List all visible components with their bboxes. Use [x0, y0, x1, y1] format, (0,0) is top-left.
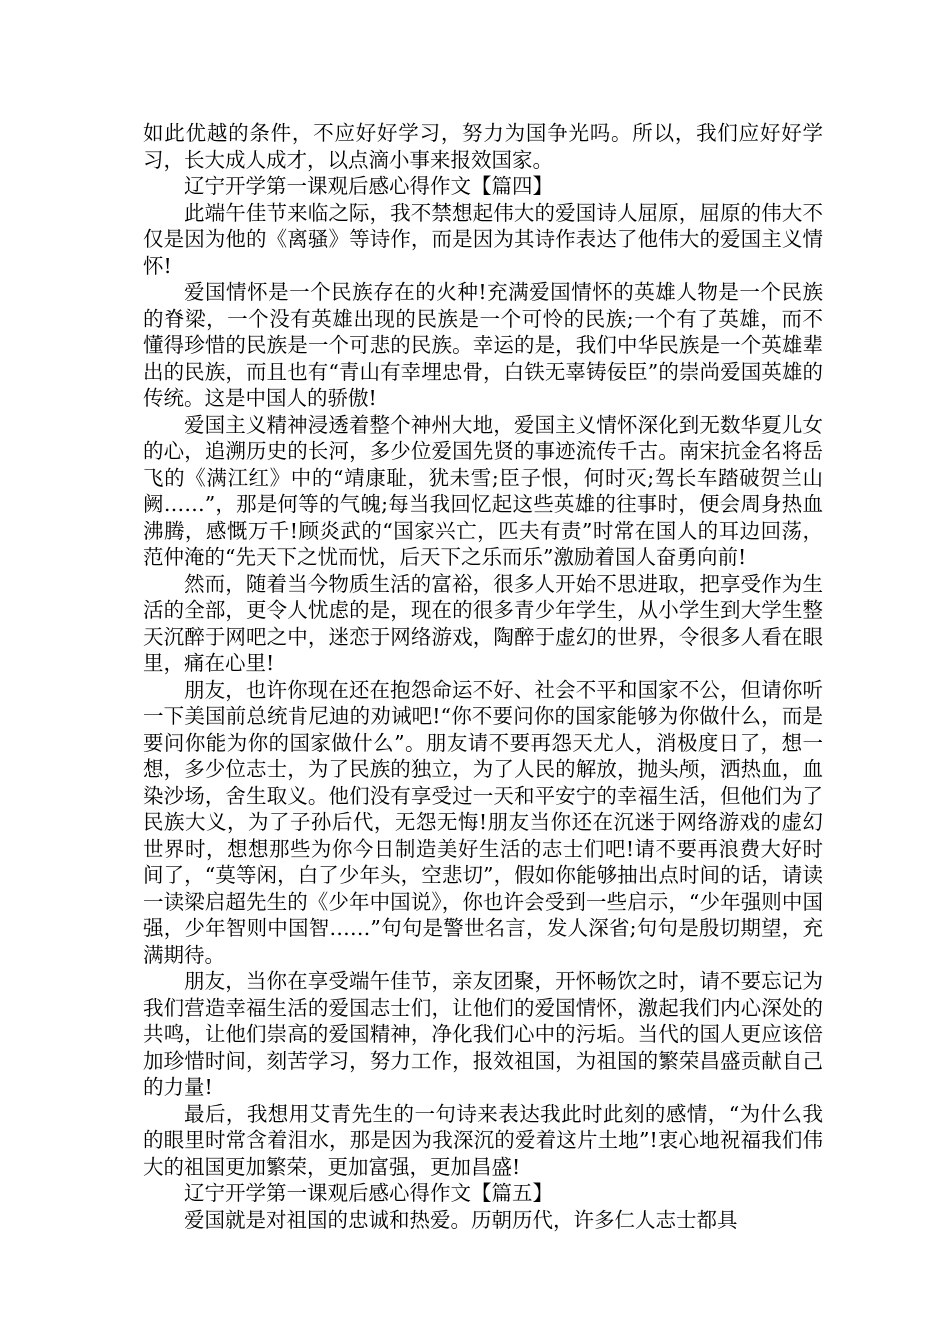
paragraph: 如此优越的条件，不应好好学习，努力为国争光吗。所以，我们应好好学习，长大成人成才，以点滴小事来报效国家。 [143, 121, 823, 172]
paragraph: 然而，随着当今物质生活的富裕，很多人开始不思进取，把享受作为生活的全部，更令人忧虑的是，现在的很多青少年学生，从小学生到大学生整天沉醉于网吧之中，迷恋于网络游戏，陶醉于虚幻的世界，令很多人看在眼里，痛在心里! [143, 571, 823, 675]
section-heading: 辽宁开学第一课观后感心得作文【篇五】 [184, 1181, 553, 1205]
paragraph: 爱国主义精神浸透着整个神州大地，爱国主义情怀深化到无数华夏儿女的心，追溯历史的长河，多少位爱国先贤的事迹流传千古。南宋抗金名将岳飞的《满江红》中的“靖康耻，犹未雪;臣子恨，何时灭;驾长车踏破贺兰山阙……”，那是何等的气魄;每当我回忆起这些英雄的往事时，便会周身热血沸腾，感慨万千!顾炎武的“国家兴亡，匹夫有责”时常在国人的耳边回荡，范仲淹的“先天下之忧而忧，后天下之乐而乐”激励着国人奋勇向前! [143, 412, 823, 569]
paragraph: 爱国就是对祖国的忠诚和热爱。历朝历代，许多仁人志士都具 [184, 1207, 738, 1232]
paragraph: 朋友，当你在享受端午佳节，亲友团聚，开怀畅饮之时，请不要忘记为我们营造幸福生活的爱国志士们，让他们的爱国情怀，激起我们内心深处的共鸣，让他们崇高的爱国精神，净化我们心中的污垢。当代的国人更应该倍加珍惜时间，刻苦学习，努力工作，报效祖国，为祖国的繁荣昌盛贡献自己的力量! [143, 969, 823, 1099]
section-heading: 辽宁开学第一课观后感心得作文【篇四】 [184, 174, 553, 198]
paragraph: 最后，我想用艾青先生的一句诗来表达我此时此刻的感情，“为什么我的眼里时常含着泪水，那是因为我深沉的爱着这片土地”!衷心地祝福我们伟大的祖国更加繁荣，更加富强，更加昌盛! [143, 1101, 823, 1179]
paragraph: 此端午佳节来临之际，我不禁想起伟大的爱国诗人屈原，屈原的伟大不仅是因为他的《离骚》等诗作，而是因为其诗作表达了他伟大的爱国主义情怀! [143, 200, 823, 278]
paragraph: 爱国情怀是一个民族存在的火种!充满爱国情怀的英雄人物是一个民族的脊梁，一个没有英雄出现的民族是一个可怜的民族;一个有了英雄，而不懂得珍惜的民族是一个可悲的民族。幸运的是，我们中华民族是一个英雄辈出的民族，而且也有“青山有幸埋忠骨，白铁无辜铸佞臣”的崇尚爱国英雄的传统。这是中国人的骄傲! [143, 280, 823, 410]
document-body [143, 120, 823, 1233]
paragraph: 朋友，也许你现在还在抱怨命运不好、社会不平和国家不公，但请你听一下美国前总统肯尼迪的劝诫吧!“你不要问你的国家能够为你做什么，而是要问你能为你的国家做什么”。朋友请不要再怨天尤人，消极度日了，想一想，多少位志士，为了民族的独立，为了人民的解放，抛头颅，洒热血，血染沙场，舍生取义。他们没有享受过一天和平安宁的幸福生活，但他们为了民族大义，为了子孙后代，无怨无悔!朋友当你还在沉迷于网络游戏的虚幻世界时，想想那些为你今日制造美好生活的志士们吧!请不要再浪费大好时间了，“莫等闲，白了少年头，空悲切”，假如你能够抽出点时间的话，请读一读梁启超先生的《少年中国说》，你也许会受到一些启示，“少年强则中国强，少年智则中国智……”句句是警世名言，发人深省;句句是殷切期望，充满期待。 [143, 677, 823, 967]
